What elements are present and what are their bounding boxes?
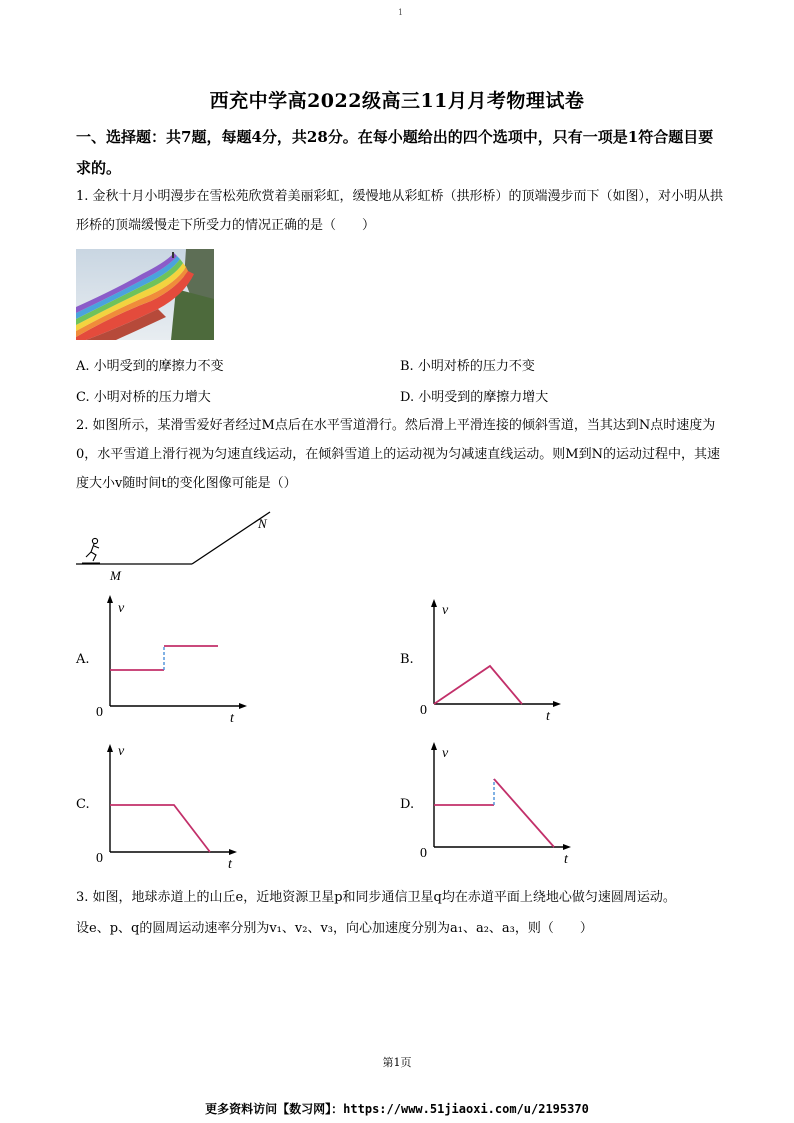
rainbow-bridge-photo — [76, 249, 214, 340]
graph-a-label[interactable]: A. — [76, 652, 90, 667]
exam-title: 西充中学高2022级高三11月月考物理试卷 — [209, 90, 585, 112]
page-marker: 1 — [398, 8, 404, 17]
graph-b[interactable] — [416, 592, 576, 727]
graph-d-origin-label: 0 — [420, 846, 427, 861]
graph-d-label[interactable]: D. — [400, 797, 415, 812]
question-3-line-1: 3. 如图，地球赤道上的山丘e，近地资源卫星p和同步通信卫星q均在赤道平面上绕地心做匀速圆周运动。 — [76, 890, 676, 905]
graph-b-label[interactable]: B. — [400, 652, 414, 667]
graph-d-v-label: v — [442, 746, 449, 761]
rainbow-bridge-illustration — [76, 249, 214, 340]
graph-c-v-label: v — [118, 744, 125, 759]
graph-b-origin-label: 0 — [420, 703, 427, 718]
graph-b-v-label: v — [442, 603, 449, 618]
graph-c-t-label: t — [228, 857, 232, 872]
point-m-label: M — [110, 568, 121, 583]
q1-option-a[interactable]: A. 小明受到的摩擦力不变 — [76, 359, 224, 374]
graph-b-line — [434, 666, 522, 704]
graph-c-line — [110, 805, 210, 852]
ski-slope-diagram — [70, 508, 290, 588]
graph-a-t-label: t — [230, 711, 234, 726]
page-number: 第1页 — [382, 1056, 412, 1069]
question-3-line-2: 设e、p、q的圆周运动速率分别为v₁、v₂、v₃，向心加速度分别为a₁、a₂、a₃，则（ ） — [76, 921, 593, 936]
q1-option-d[interactable]: D. 小明受到的摩擦力增大 — [400, 390, 549, 405]
q1-option-c[interactable]: C. 小明对桥的压力增大 — [76, 390, 211, 405]
q1-option-b[interactable]: B. 小明对桥的压力不变 — [400, 359, 535, 374]
question-1-text: 1. 金秋十月小明漫步在雪松苑欣赏着美丽彩虹，缓慢地从彩虹桥（拱形桥）的顶端漫步而下（如图），对小明从拱形桥的顶端缓慢走下所受力的情况正确的是（ ） — [76, 189, 724, 233]
graph-c-origin-label: 0 — [96, 851, 103, 866]
graph-a[interactable] — [92, 592, 252, 727]
skier-icon — [82, 538, 100, 563]
graph-d[interactable] — [416, 737, 586, 872]
graph-a-v-label: v — [118, 601, 125, 616]
graph-c-label[interactable]: C. — [76, 797, 90, 812]
section-heading: 一、选择题：共7题，每题4分，共28分。在每小题给出的四个选项中，只有一项是1符合题目要求的。 — [76, 128, 714, 177]
footer-resource-link[interactable]: 更多资料访问【数习网】：https://www.51jiaoxi.com/u/2195370 — [205, 1102, 589, 1116]
graph-a-origin-label: 0 — [96, 705, 103, 720]
point-n-label: N — [258, 516, 267, 531]
question-2-text: 2. 如图所示，某滑雪爱好者经过M点后在水平雪道滑行。然后滑上平滑连接的倾斜雪道，当其达到N点时速度为0，水平雪道上滑行视为匀速直线运动，在倾斜雪道上的运动视为匀减速直线运动。则M到N的运动过程中，其速度大小v随时间t的变化图像可能是（） — [76, 418, 720, 491]
graph-d-t-label: t — [564, 852, 568, 867]
graph-c[interactable] — [92, 737, 252, 872]
graph-b-t-label: t — [546, 709, 550, 724]
graph-d-segment-2 — [494, 779, 554, 847]
